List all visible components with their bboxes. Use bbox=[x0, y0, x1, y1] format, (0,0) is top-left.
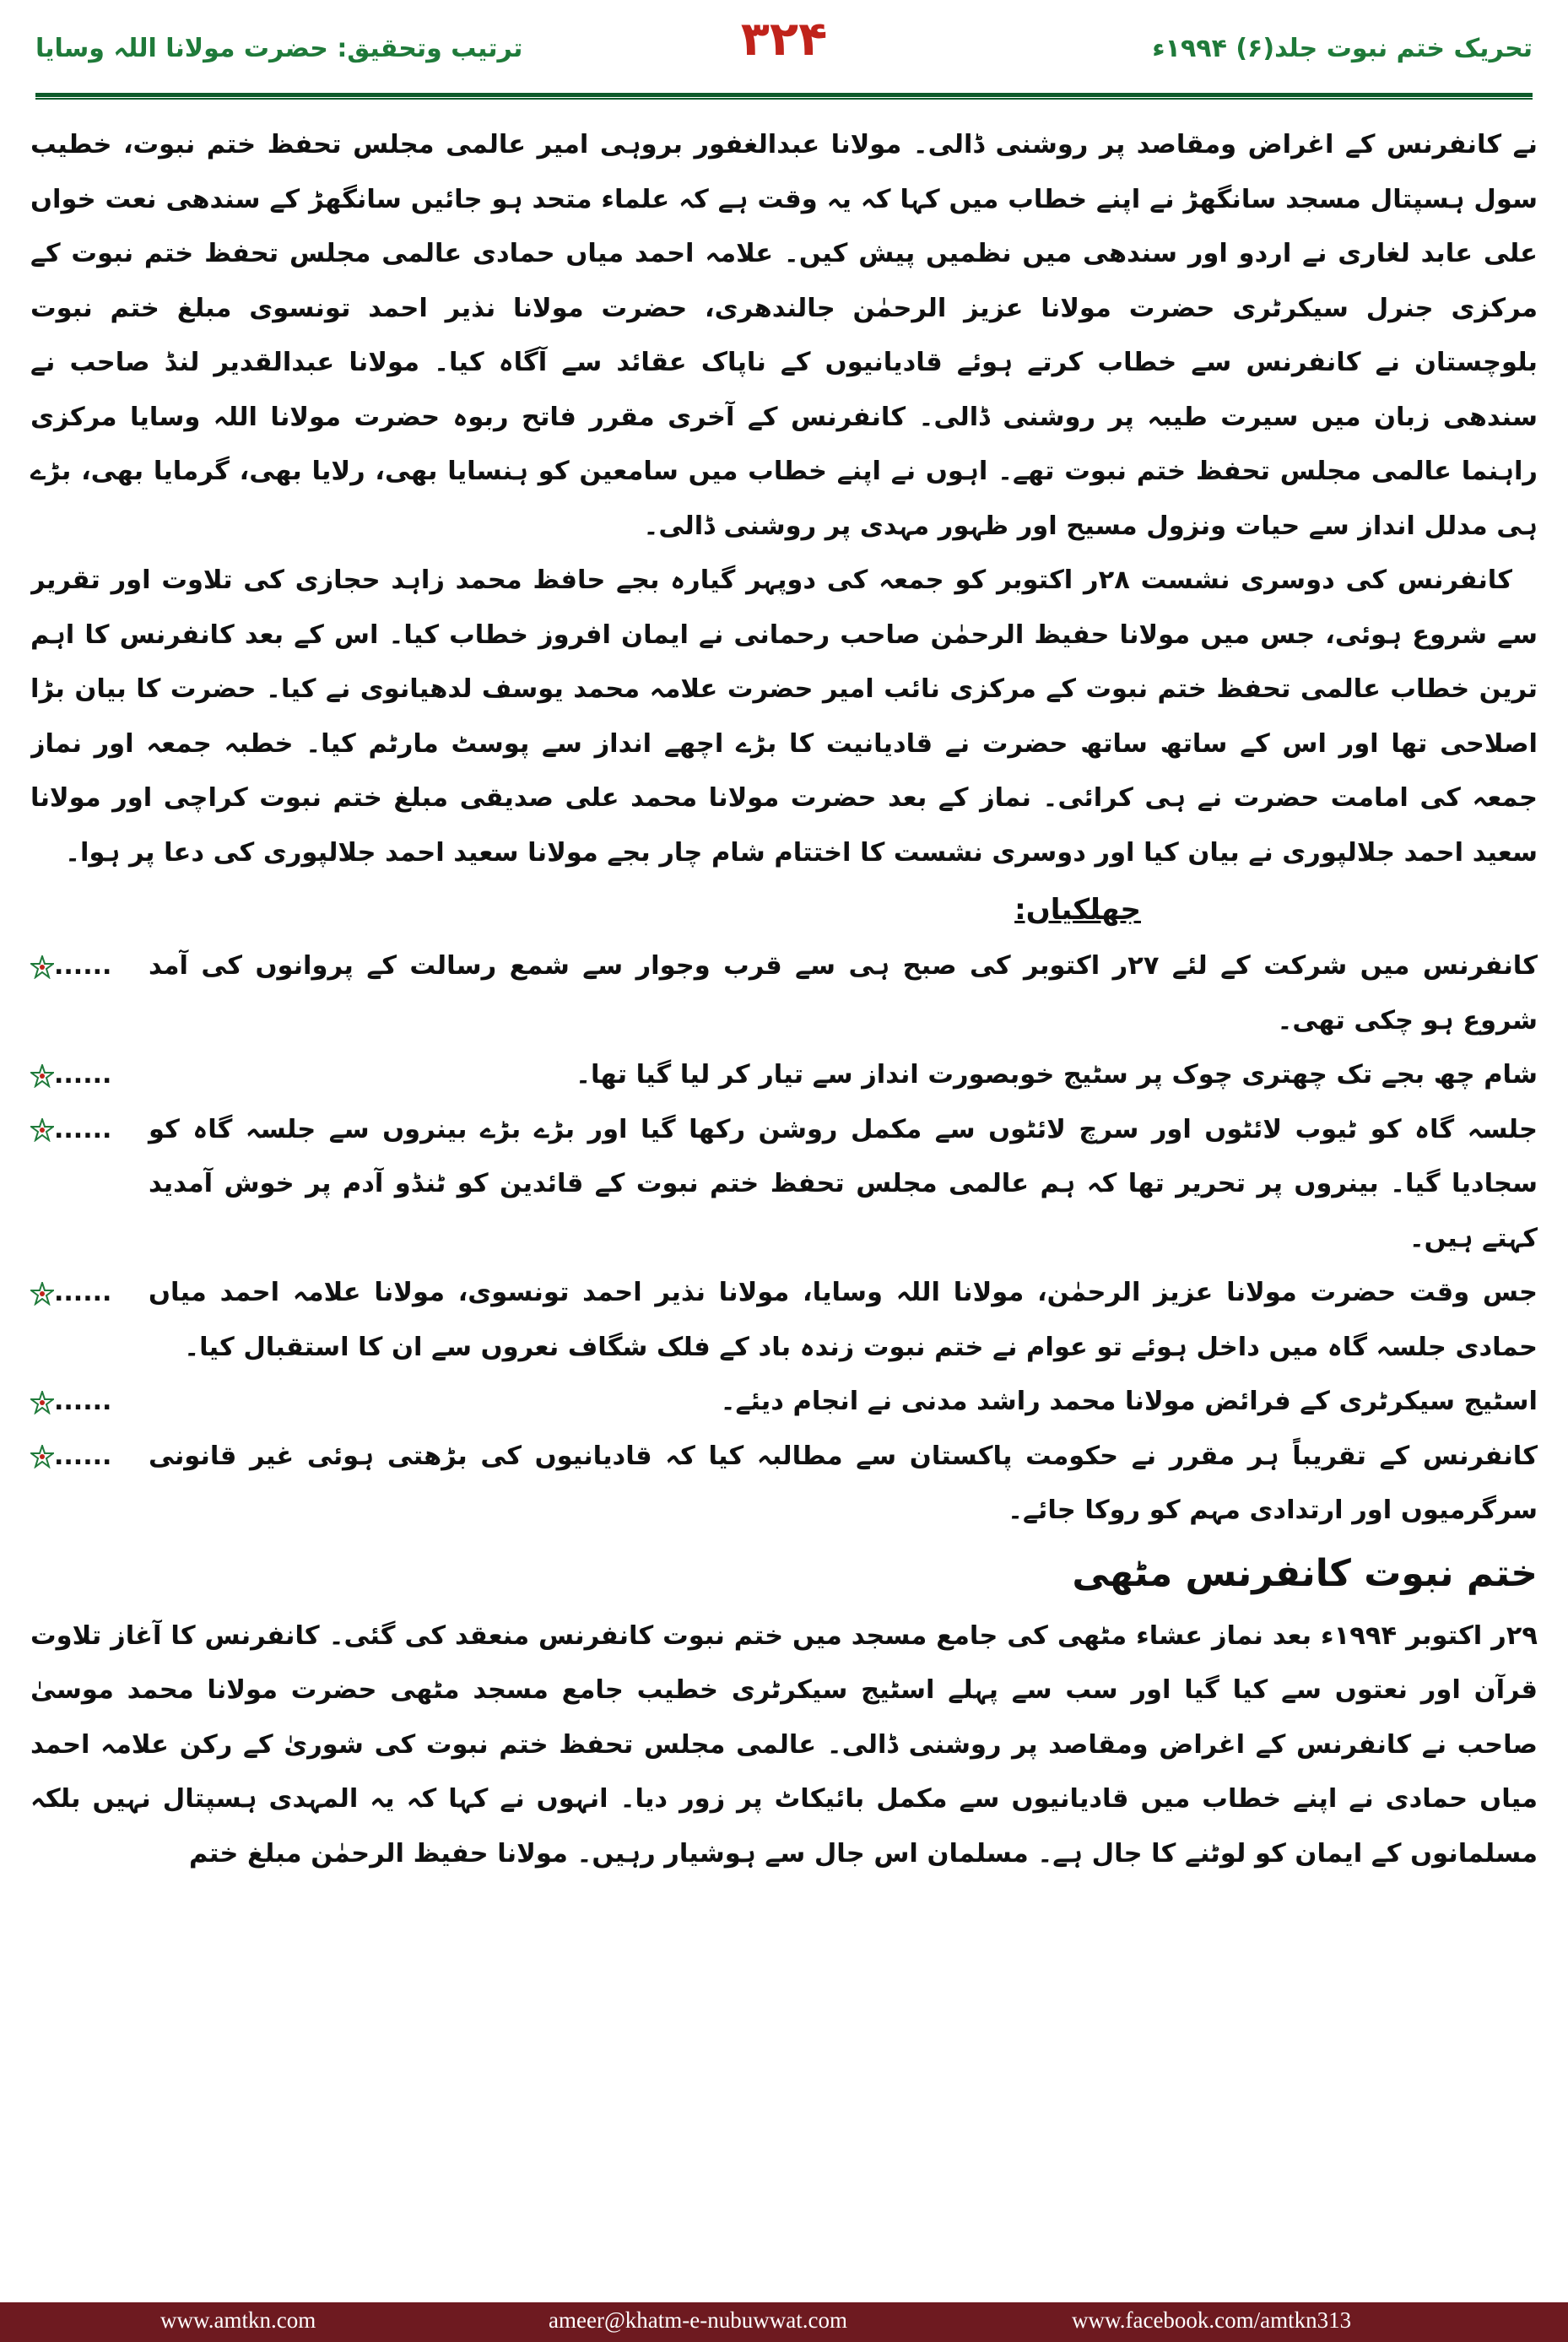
list-item-text: کانفرنس میں شرکت کے لئے ۲۷ر اکتوبر کی صبح ہی سے قرب وجوار سے شمع رسالت کے پروانوں کی آمد شروع ہو چکی تھی۔ bbox=[149, 951, 1538, 1036]
list-item bbox=[54, 1266, 1538, 1375]
flower-icon bbox=[30, 1391, 54, 1414]
section-paragraph: ۲۹ر اکتوبر ۱۹۹۴ء بعد نماز عشاء مٹھی کی جامع مسجد میں ختم نبوت کانفرنس منعقد کی گئی۔ کانفرنس کا آغاز تلاوت قرآن اور نعتوں سے کیا گیا اور سب سے پہلے اسٹیج سیکرٹری خطیب جامع مسجد مٹھی حضرت مولانا محمد موسیٰ صاحب نے کانفرنس کے اغراض ومقاصد پر روشنی ڈالی۔ عالمی مجلس تحفظ ختم نبوت کی شوریٰ کے رکن علامہ احمد میاں حمادی نے اپنے خطاب میں قادیانیوں سے مکمل بائیکاٹ پر زور دیا۔ انہوں نے کہا کہ یہ المہدی ہسپتال نہیں بلکہ مسلمانوں کے ایمان کو لوٹنے کا جال ہے۔ مسلمان اس جال سے ہوشیار رہیں۔ مولانا حفیظ الرحمٰن مبلغ ختم bbox=[30, 1620, 1538, 1869]
list-item bbox=[54, 939, 1538, 1048]
website-link[interactable]: www.amtkn.com bbox=[160, 2307, 316, 2333]
list-item-text: جلسہ گاہ کو ٹیوب لائٹوں اور سرچ لائٹوں سے مکمل روشن رکھا گیا اور بڑے بڑے بینروں سے جلسہ گاہ کو سجادیا گیا۔ بینروں پر تحریر تھا کہ ہم عالمی مجلس تحفظ ختم نبوت کے قائدین کو ٹنڈو آدم پر خوش آمدید کہتے ہیں۔ bbox=[149, 1114, 1538, 1253]
bullet-marker: ...... bbox=[30, 1048, 140, 1103]
bullet-marker: ...... bbox=[30, 1430, 140, 1485]
header-divider bbox=[35, 93, 1533, 100]
highlights-list bbox=[30, 939, 1538, 1539]
flower-icon bbox=[30, 1445, 54, 1468]
list-item bbox=[54, 1375, 1538, 1430]
page-footer bbox=[0, 2302, 1568, 2342]
section-heading: ختم نبوت کانفرنس مٹھی bbox=[1072, 1551, 1538, 1595]
list-item-text: کانفرنس کے تقریباً ہر مقرر نے حکومت پاکستان سے مطالبہ کیا کہ قادیانیوں کی بڑھتی ہوئی غیر قانونی سرگرمیوں اور ارتدادی مہم کو روکا جائے۔ bbox=[149, 1441, 1538, 1525]
list-item-text: جس وقت حضرت مولانا عزیز الرحمٰن، مولانا اللہ وسایا، مولانا نذیر احمد تونسوی، مولانا علامہ احمد میاں حمادی جلسہ گاہ میں داخل ہوئے تو عوام نے ختم نبوت زندہ باد کے فلک شگاف نعروں سے ان کا استقبال کیا۔ bbox=[149, 1278, 1538, 1362]
book-title: تحریک ختم نبوت جلد(۶) ۱۹۹۴ء bbox=[1152, 34, 1533, 63]
list-item bbox=[54, 1430, 1538, 1539]
list-item bbox=[54, 1048, 1538, 1103]
flower-icon bbox=[30, 955, 54, 979]
page-number: ۳۲۴ bbox=[740, 12, 828, 67]
email-link[interactable]: ameer@khatm-e-nubuwwat.com bbox=[549, 2307, 847, 2333]
paragraph-2: کانفرنس کی دوسری نشست ۲۸ر اکتوبر کو جمعہ کی دوپہر گیارہ بجے حافظ محمد زاہد حجازی کی تلاوت اور تقریر سے شروع ہوئی، جس میں مولانا حفیظ الرحمٰن صاحب رحمانی نے ایمان افروز خطاب کیا۔ اس کے بعد کانفرنس کا اہم ترین خطاب عالمی تحفظ ختم نبوت کے مرکزی نائب امیر حضرت علامہ محمد یوسف لدھیانوی نے کیا۔ حضرت کا بیان بڑا اصلاحی تھا اور اس کے ساتھ ساتھ حضرت نے قادیانیت کا بڑے اچھے انداز سے پوسٹ مارٹم کیا۔ خطبہ جمعہ اور نماز جمعہ کی امامت حضرت نے ہی کرائی۔ نماز کے بعد حضرت مولانا محمد علی صدیقی مبلغ ختم نبوت کراچی اور مولانا سعید احمد جلالپوری نے بیان کیا اور دوسری نشست کا اختتام شام چار بجے مولانا سعید احمد جلالپوری کی دعا پر ہوا۔ bbox=[30, 565, 1538, 868]
list-item bbox=[54, 1103, 1538, 1267]
paragraph-1: نے کانفرنس کے اغراض ومقاصد پر روشنی ڈالی۔ مولانا عبدالغفور بروہی امیر عالمی مجلس تحفظ ختم نبوت، خطیب سول ہسپتال مسجد سانگھڑ نے اپنے خطاب میں کہا کہ یہ وقت ہے کہ علماء متحد ہو جائیں سانگھڑ کے سندھی نعت خواں علی عابد لغاری نے اردو اور سندھی میں نظمیں پیش کیں۔ علامہ احمد میاں حمادی عالمی مجلس تحفظ ختم نبوت کے مرکزی جنرل سیکرٹری حضرت مولانا عزیز الرحمٰن جالندھری، حضرت مولانا نذیر احمد تونسوی مبلغ ختم نبوت بلوچستان نے کانفرنس سے خطاب کرتے ہوئے قادیانیوں کے ناپاک عقائد سے آگاہ کیا۔ مولانا عبدالقدیر لنڈ صاحب نے سندھی زبان میں سیرت طیبہ پر روشنی ڈالی۔ کانفرنس کے آخری مقرر فاتح ربوہ حضرت مولانا اللہ وسایا مرکزی راہنما عالمی مجلس تحفظ ختم نبوت تھے۔ اہوں نے اپنے خطاب میں سامعین کو ہنسایا بھی، رلایا بھی، گرمایا بھی، بڑے ہی مدلل انداز سے حیات ونزول مسیح اور ظہور مہدی پر روشنی ڈالی۔ bbox=[30, 130, 1538, 541]
page-header bbox=[0, 0, 1568, 100]
flower-icon bbox=[30, 1118, 54, 1142]
list-item-text: شام چھ بجے تک چھتری چوک پر سٹیج خوبصورت انداز سے تیار کر لیا گیا تھا۔ bbox=[576, 1060, 1538, 1090]
bullet-marker: ...... bbox=[30, 1266, 140, 1321]
compiler-credit: ترتیب وتحقیق: حضرت مولانا اللہ وسایا bbox=[35, 34, 523, 63]
list-item-text: اسٹیج سیکرٹری کے فرائض مولانا محمد راشد مدنی نے انجام دیئے۔ bbox=[720, 1387, 1538, 1416]
page-body bbox=[30, 118, 1538, 2203]
highlights-subheading: جھلکیاں: bbox=[1014, 893, 1141, 927]
bullet-marker: ...... bbox=[30, 1103, 140, 1158]
facebook-link[interactable]: www.facebook.com/amtkn313 bbox=[1072, 2307, 1352, 2333]
bullet-marker: ...... bbox=[30, 939, 140, 994]
flower-icon bbox=[30, 1064, 54, 1088]
bullet-marker: ...... bbox=[30, 1375, 140, 1430]
flower-icon bbox=[30, 1282, 54, 1306]
